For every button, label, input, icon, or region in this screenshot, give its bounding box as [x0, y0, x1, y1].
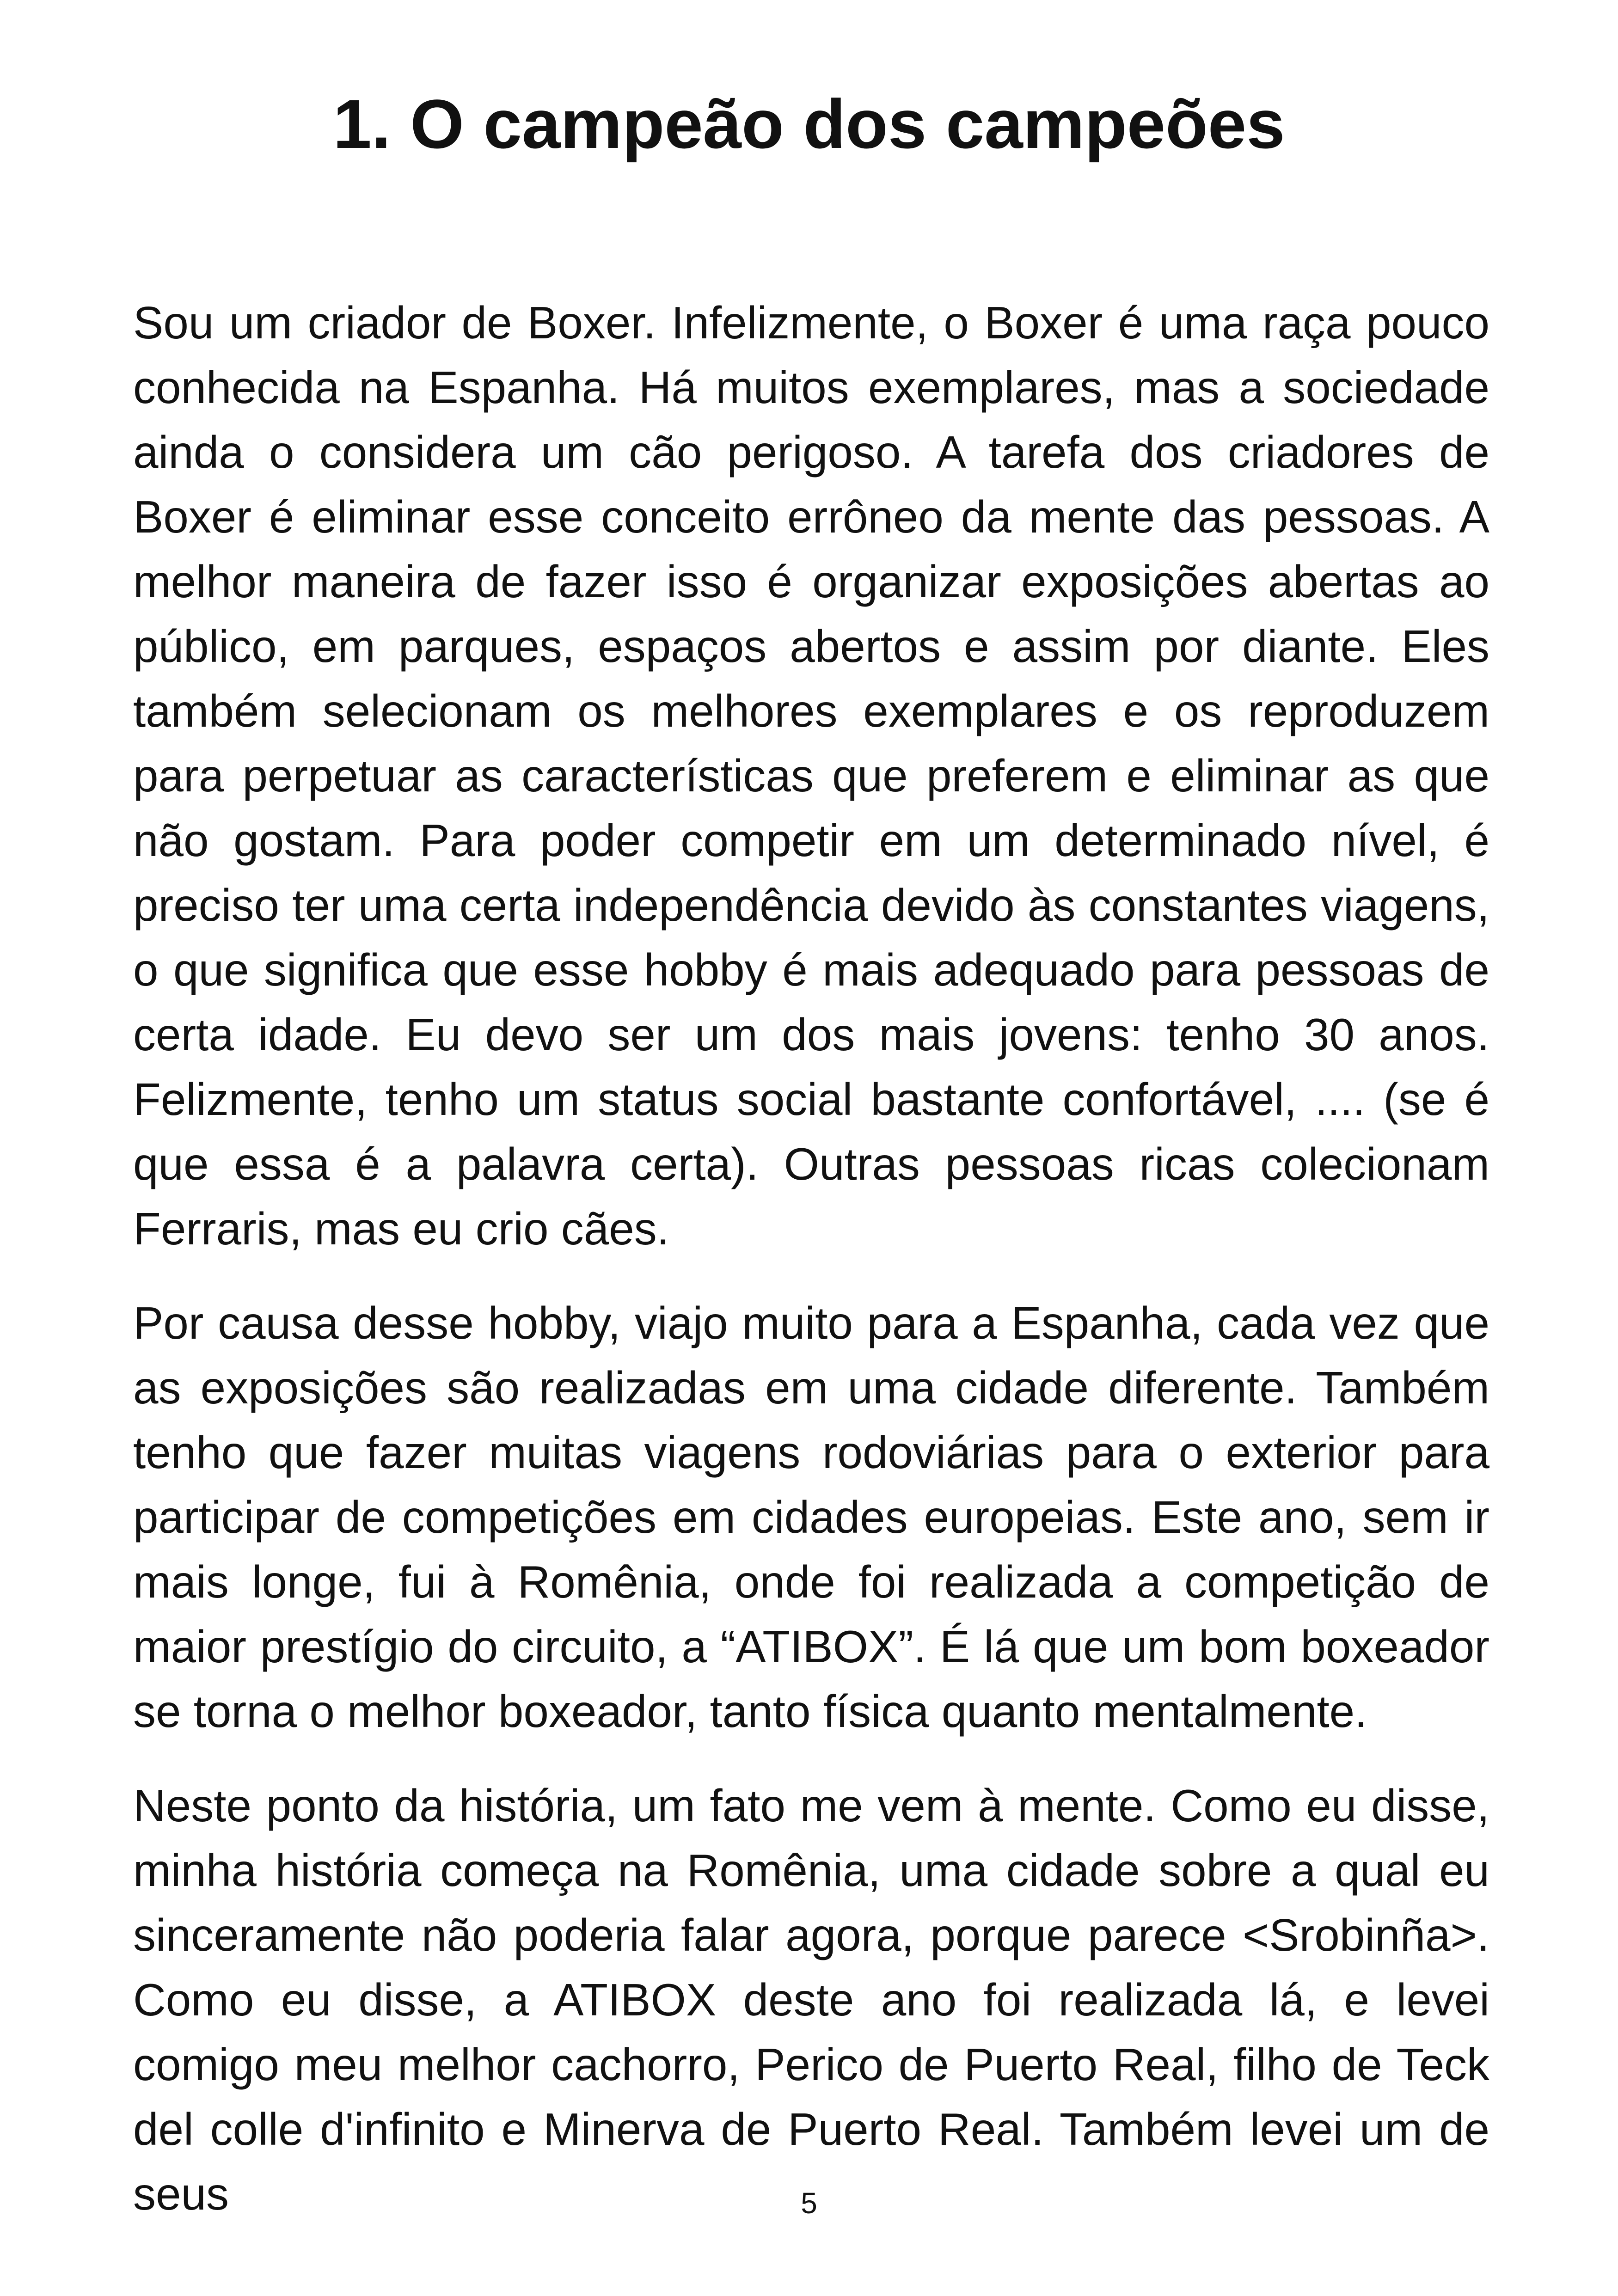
page-number: 5 [801, 2186, 817, 2220]
paragraph-2: Por causa desse hobby, viajo muito para a Espanha, cada vez que as exposições são realizadas em uma cidade diferente. Também tenho que fazer muitas viagens rodoviárias para o exterior para participar de competições em cidades europeias. Este ano, sem ir mais longe, fui à Romênia, onde foi realizada a competição de maior prestígio do circuito, a “ATIBOX”. É lá que um bom boxeador se torna o melhor boxeador, tanto física quanto mentalmente. [133, 1298, 1489, 1737]
paragraph-3: Neste ponto da história, um fato me vem à mente. Como eu disse, minha história começa na Romênia, uma cidade sobre a qual eu sinceramente não poderia falar agora, porque parece <Srobinña>. Como eu disse, a ATIBOX deste ano foi realizada lá, e levei comigo meu melhor cachorro, Perico de Puerto Real, filho de Teck del colle d'infinito e Minerva de Puerto Real. Também levei um de seus [133, 1780, 1489, 2219]
paragraph-1: Sou um criador de Boxer. Infelizmente, o Boxer é uma raça pouco conhecida na Espanha. Há muitos exemplares, mas a sociedade ainda o considera um cão perigoso. A tarefa dos criadores de Boxer é eliminar esse conceito errôneo da mente das pessoas. A melhor maneira de fazer isso é organizar exposições abertas ao público, em parques, espaços abertos e assim por diante. Eles também selecionam os melhores exemplares e os reproduzem para perpetuar as características que preferem e eliminar as que não gostam. Para poder competir em um determinado nível, é preciso ter uma certa independência devido às constantes viagens, o que significa que esse hobby é mais adequado para pessoas de certa idade. Eu devo ser um dos mais jovens: tenho 30 anos. Felizmente, tenho um status social bastante confortável, .... (se é que essa é a palavra certa). Outras pessoas ricas colecionam Ferraris, mas eu crio cães. [133, 297, 1489, 1254]
chapter-body [133, 290, 1489, 2256]
chapter-title: 1. O campeão dos campeões [333, 85, 1285, 163]
